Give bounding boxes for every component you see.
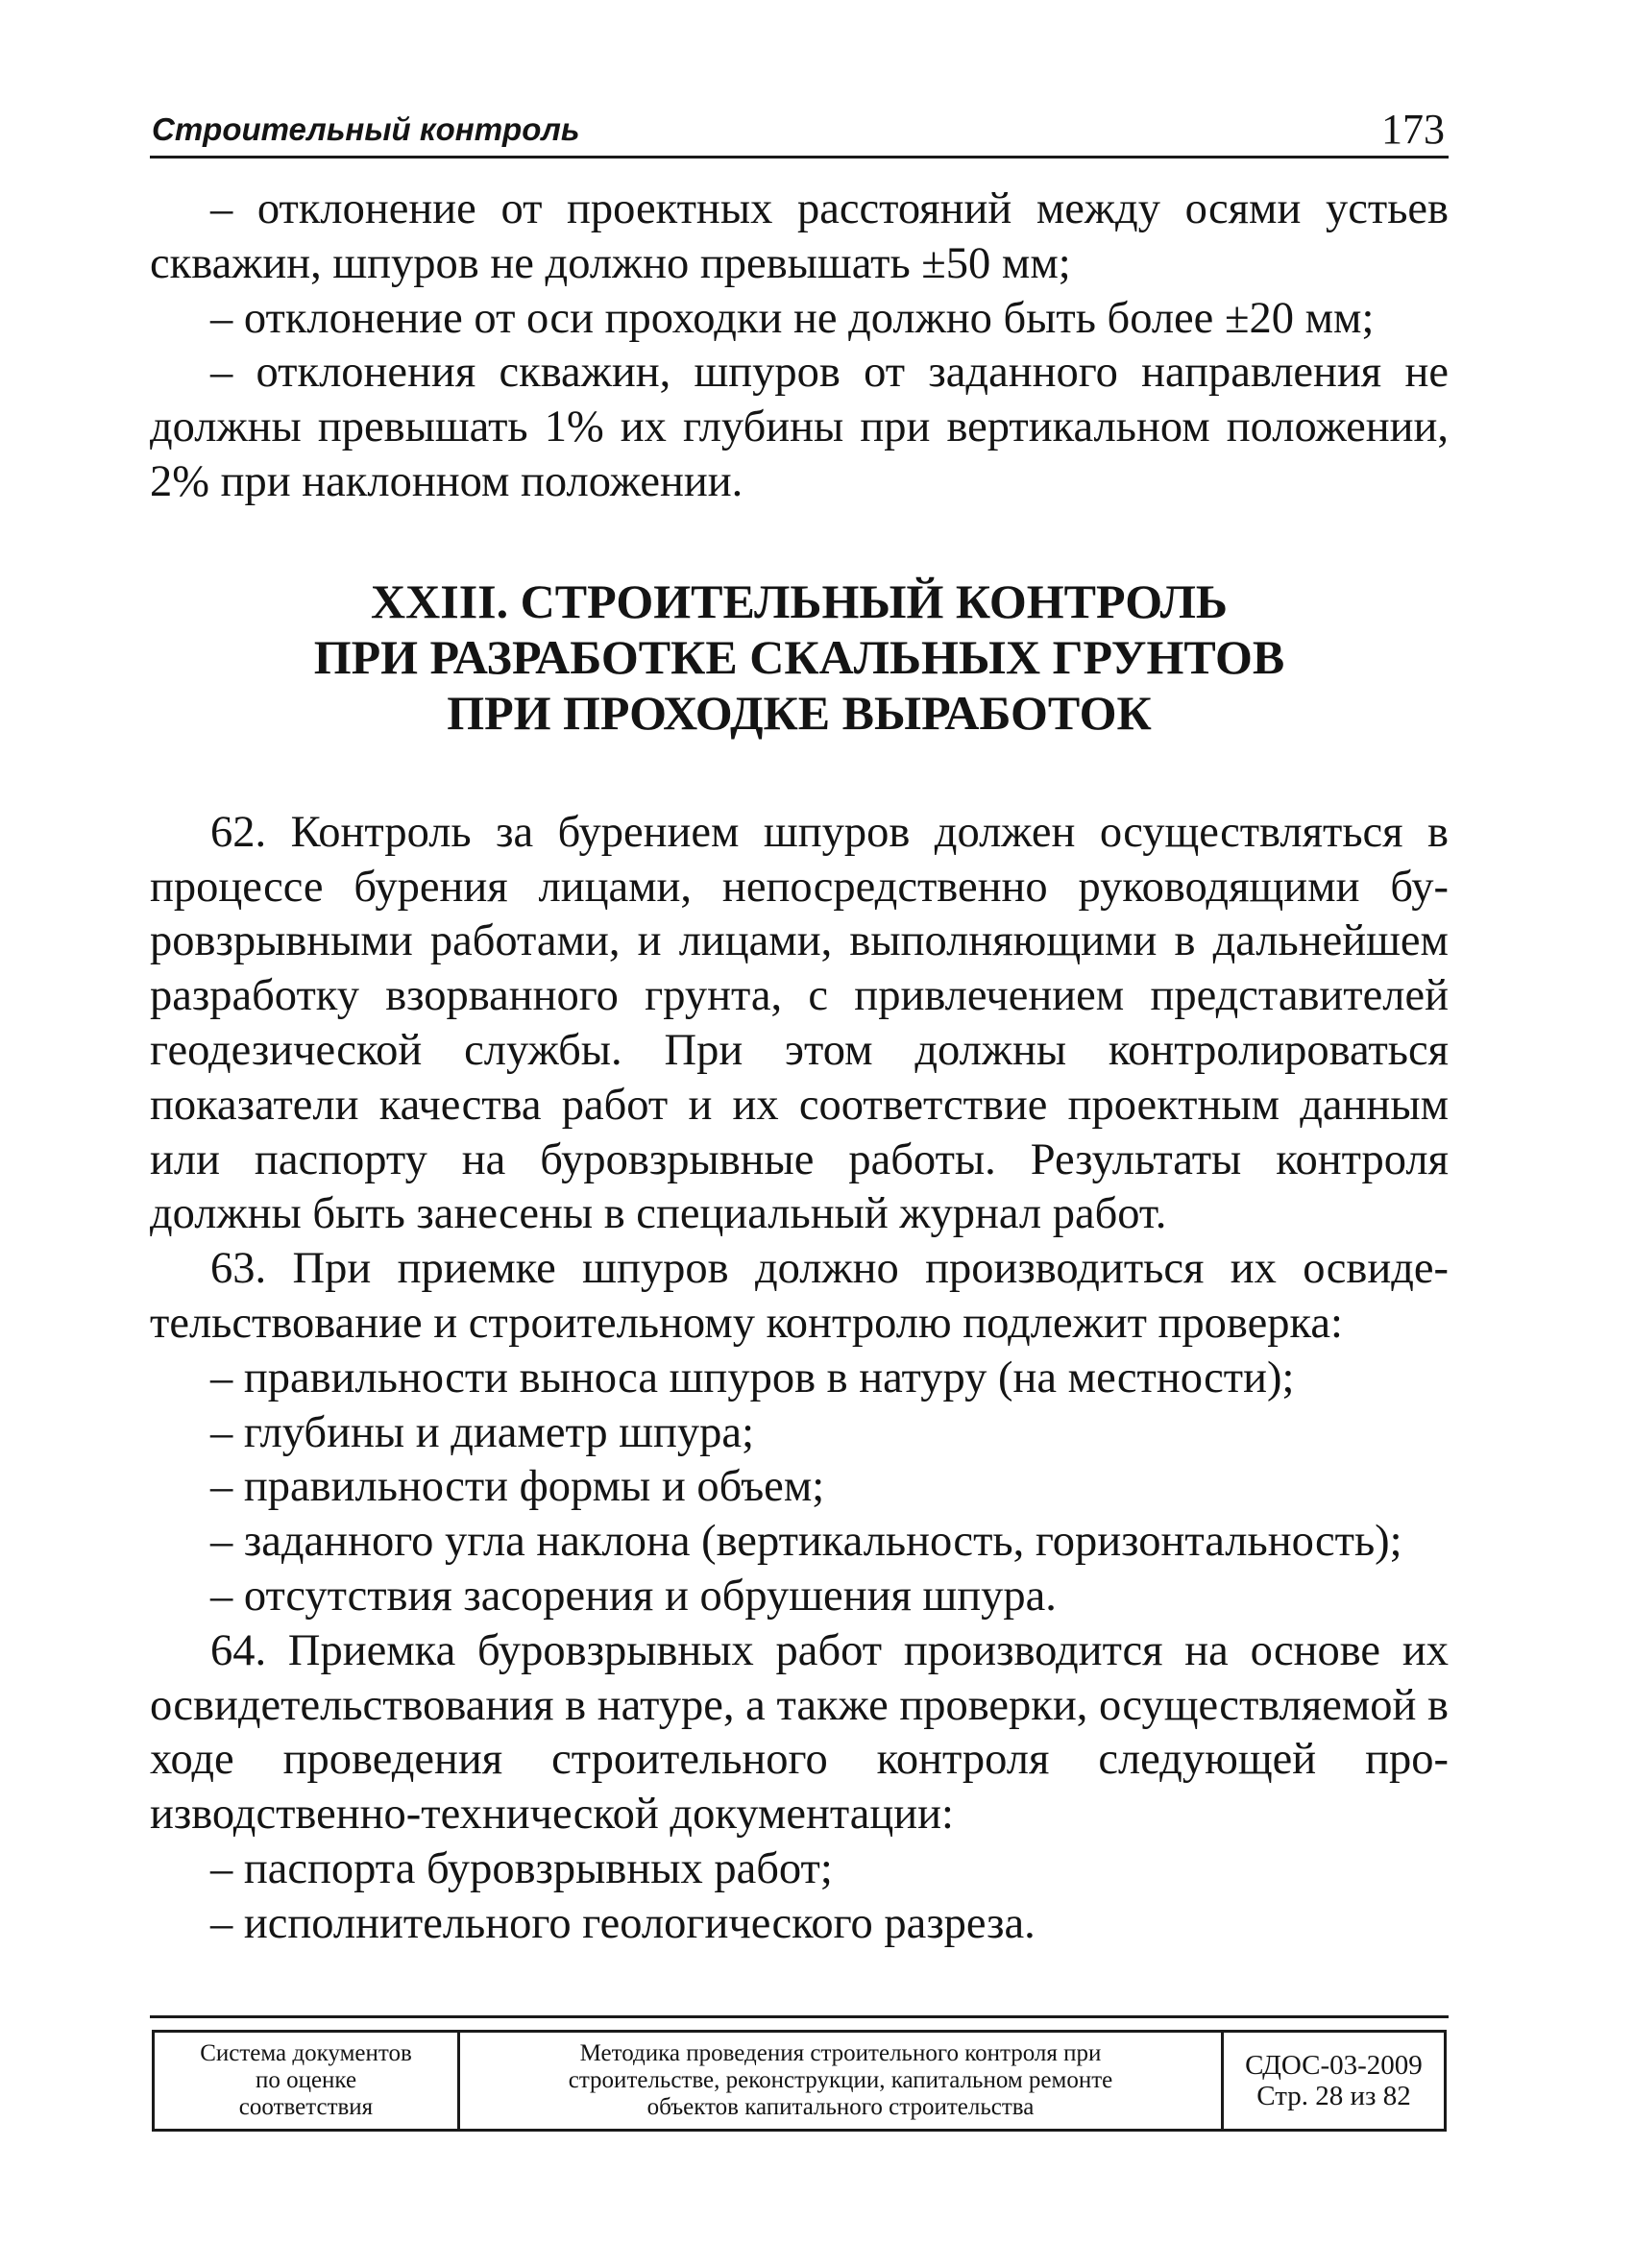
list-item: – исполнительного геологического разреза. <box>210 1898 1036 1948</box>
list-item: – паспорта буровзрывных работ; <box>210 1843 833 1893</box>
section-heading-line: ПРИ РАЗРАБОТКЕ СКАЛЬНЫХ ГРУНТОВ <box>313 629 1285 684</box>
section-body <box>150 806 1449 1952</box>
list-item: – отклонения скважин, шпуров от заданного направления не должны превышать 1% их глубины при вертикальном положении, 2% при наклонном положении. <box>150 348 1449 506</box>
section-heading-line: XXIII. СТРОИТЕЛЬНЫЙ КОНТРОЛЬ <box>371 573 1228 628</box>
list-item: – отсутствия засорения и обрушения шпура. <box>210 1571 1057 1621</box>
footer-divider <box>150 2015 1449 2018</box>
footer-method-line: Методика проведения строительного контроля при <box>579 2040 1102 2066</box>
intro-list <box>150 183 1449 510</box>
section-heading-line: ПРИ ПРОХОДКЕ ВЫРАБОТОК <box>447 685 1152 740</box>
footer-system-cell <box>155 2033 460 2129</box>
list-item: – правильности формы и объем; <box>210 1462 825 1512</box>
footer-method-line: объектов капитального строительства <box>646 2094 1035 2120</box>
document-code: СДОС-03-2009 <box>1245 2050 1423 2081</box>
footer-method-cell <box>460 2033 1224 2129</box>
page-reference: Стр. 28 из 82 <box>1256 2081 1411 2111</box>
footer-code-cell <box>1224 2033 1444 2129</box>
list-item: – правильности выноса шпуров в натуру (на местности); <box>210 1353 1295 1402</box>
page-number: 173 <box>1381 106 1445 153</box>
paragraph-64: 64. Приемка буровзрывных работ производится на основе их освидетельствования в натуре, а также проверки, осуществляемой в ходе проведения строительного контроля следующей производственно-технической документации: <box>150 1625 1449 1840</box>
paragraph-63: 63. При приемке шпуров должно производиться их освидетельствование и строительному контролю подлежит проверка: <box>150 1244 1449 1348</box>
footer-method-line: строительстве, реконструкции, капитальном ремонте <box>568 2067 1113 2093</box>
list-item: – отклонение от проектных расстояний между осями устьев скважин, шпуров не должно превышать ±50 мм; <box>150 184 1449 288</box>
list-item: – заданного угла наклона (вертикальность, горизонтальность); <box>210 1517 1402 1567</box>
document-page <box>150 106 1449 1952</box>
list-item: – глубины и диаметр шпура; <box>210 1407 754 1457</box>
list-item: – отклонение от оси проходки не должно быть более ±20 мм; <box>210 293 1375 343</box>
footer-system-line: соответствия <box>238 2094 374 2120</box>
paragraph-62: 62. Контроль за бурением шпуров должен осуществляться в процессе бурения лицами, непосредственно руководящими буровзрывными работами, и лицами, выполняющими в дальнейшем разработку взорванного грунта, с привлечением представителей геодезической службы. При этом должны контролироваться показатели качества работ и их соответствие проектным данным или паспорту на буровзрывные работы. Результаты контроля должны быть занесены в специальный журнал работ. <box>150 807 1449 1239</box>
footer-system-line: по оценке <box>255 2067 357 2093</box>
running-header <box>150 106 1449 159</box>
footer-stamp <box>152 2030 1447 2132</box>
footer-system-line: Система документов <box>200 2040 412 2066</box>
section-heading <box>150 573 1449 741</box>
running-title: Строительный контроль <box>152 111 580 147</box>
